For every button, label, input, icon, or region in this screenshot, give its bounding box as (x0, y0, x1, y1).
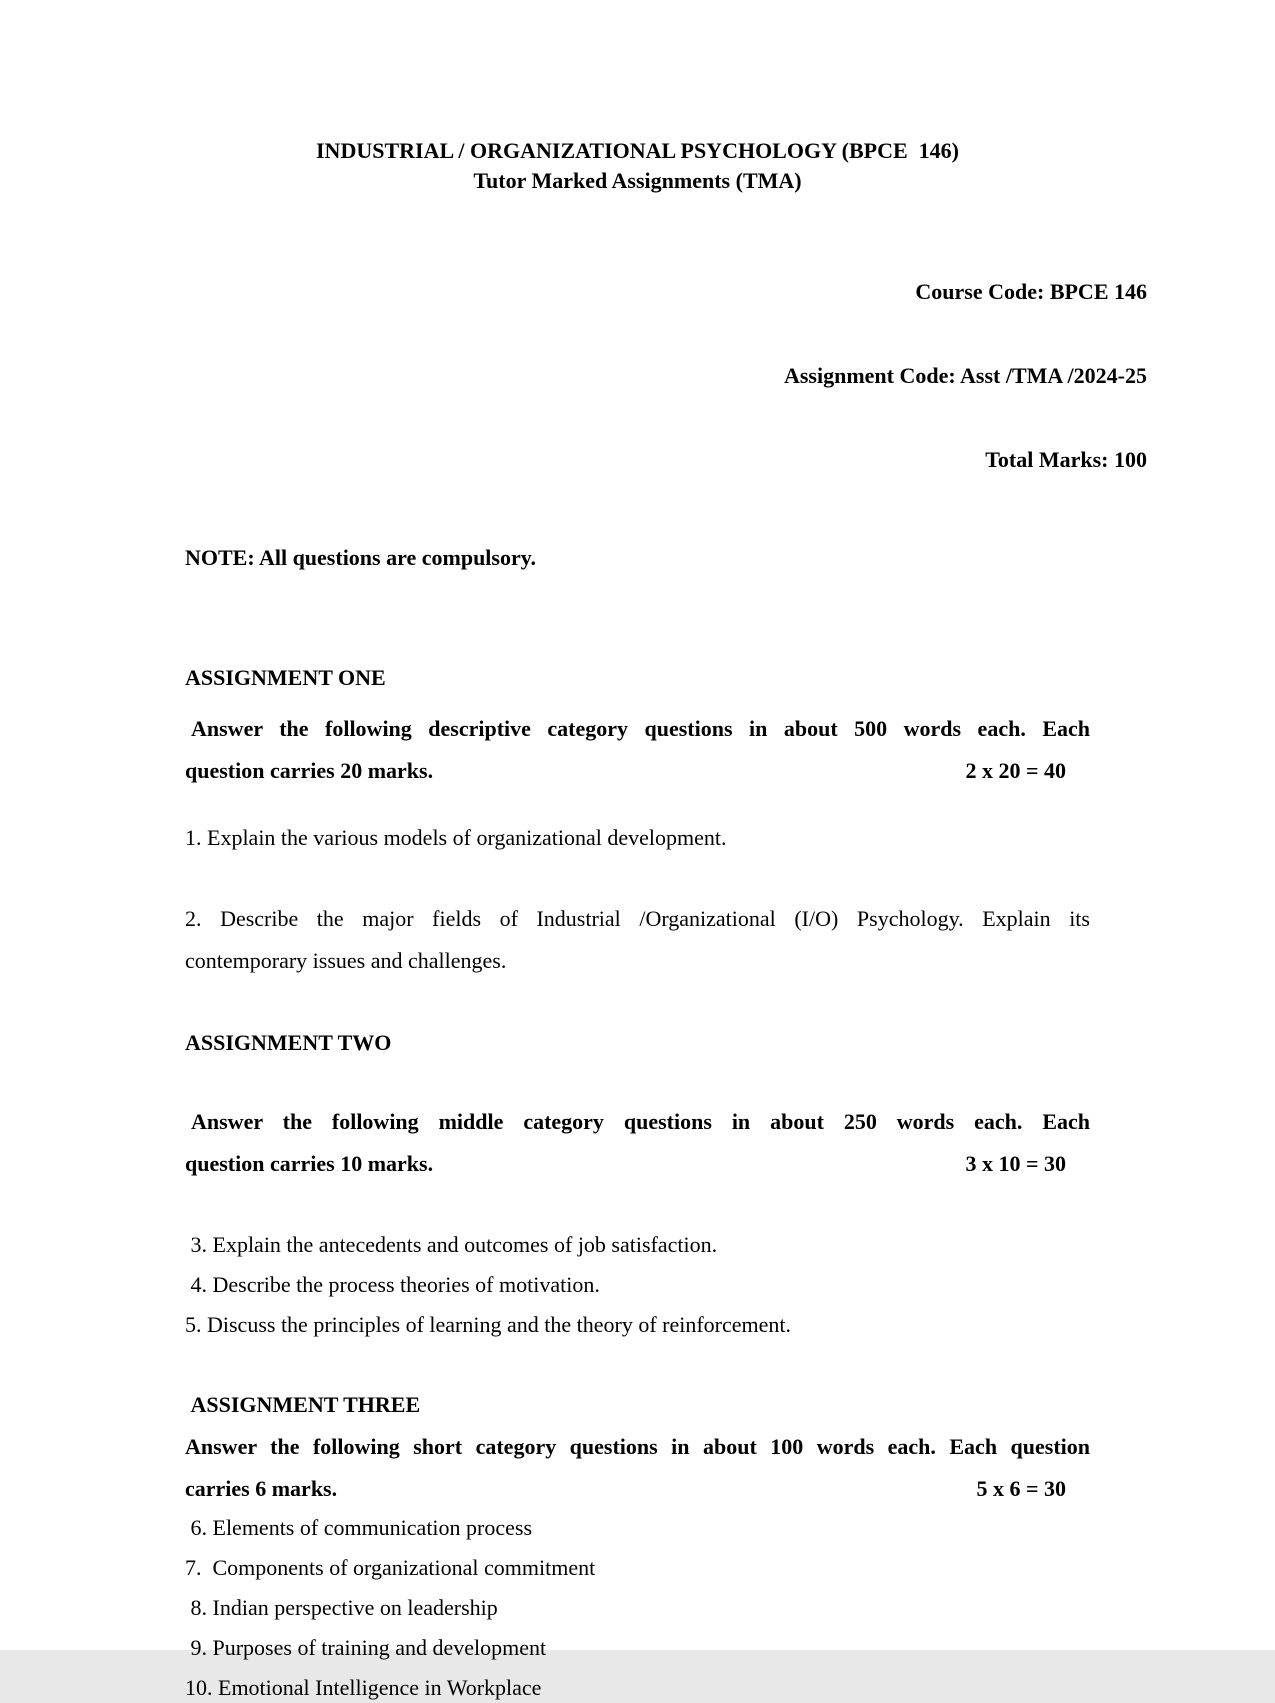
assignment-one-instruction-text: question carries 20 marks. (185, 758, 434, 783)
assignment-one-heading: ASSIGNMENT ONE (185, 665, 386, 690)
assignment-three-instruction (185, 1426, 1090, 1510)
question-2-line-1: 2. Describe the major fields of Industrial /Organizational (I/O) Psychology. Explain its (185, 906, 1090, 931)
document-subtitle: Tutor Marked Assignments (TMA) (473, 168, 802, 193)
question-6: 6. Elements of communication process (185, 1515, 533, 1540)
question-9: 9. Purposes of training and development (185, 1635, 547, 1660)
question-4: 4. Describe the process theories of motivation. (185, 1272, 600, 1297)
assignment-one-instruction-line-2 (185, 750, 1090, 792)
assignment-three-heading: ASSIGNMENT THREE (185, 1392, 421, 1417)
question-7: 7. Components of organizational commitment (185, 1555, 596, 1580)
note-line: NOTE: All questions are compulsory. (185, 545, 537, 570)
course-code: Course Code: BPCE 146 (915, 279, 1147, 304)
assignment-code: Assignment Code: Asst /TMA /2024-25 (783, 363, 1147, 388)
question-1: 1. Explain the various models of organizational development. (185, 825, 727, 850)
assignment-two-marks-formula: 3 x 10 = 30 (965, 1151, 1066, 1176)
assignment-one-instruction (185, 708, 1090, 792)
assignment-three-instruction-text: carries 6 marks. (185, 1476, 338, 1501)
assignment-one-marks-formula: 2 x 20 = 40 (965, 758, 1066, 783)
assignment-two-instruction-text: question carries 10 marks. (185, 1151, 434, 1176)
question-5: 5. Discuss the principles of learning and the theory of reinforcement. (185, 1312, 792, 1337)
document-title: INDUSTRIAL / ORGANIZATIONAL PSYCHOLOGY (BPCE 146) (316, 138, 959, 163)
question-3: 3. Explain the antecedents and outcomes of job satisfaction. (185, 1232, 718, 1257)
total-marks: Total Marks: 100 (985, 447, 1147, 472)
assignment-two-instruction-line-2 (185, 1143, 1090, 1185)
question-2-line-2: contemporary issues and challenges. (185, 948, 507, 973)
header-meta-block (185, 222, 1147, 530)
assignment-three-instruction-line-2 (185, 1468, 1090, 1510)
assignment-one-instruction-line-1: Answer the following descriptive category questions in about 500 words each. Each (191, 716, 1090, 741)
question-2 (185, 898, 1090, 982)
assignment-two-instruction-line-1: Answer the following middle category questions in about 250 words each. Each (191, 1109, 1090, 1134)
assignment-three-marks-formula: 5 x 6 = 30 (976, 1476, 1066, 1501)
assignment-three-instruction-line-1: Answer the following short category questions in about 100 words each. Each question (185, 1434, 1090, 1459)
question-8: 8. Indian perspective on leadership (185, 1595, 498, 1620)
question-10: 10. Emotional Intelligence in Workplace (185, 1675, 542, 1700)
assignment-two-instruction (185, 1101, 1090, 1185)
assignment-two-heading: ASSIGNMENT TWO (185, 1030, 392, 1055)
